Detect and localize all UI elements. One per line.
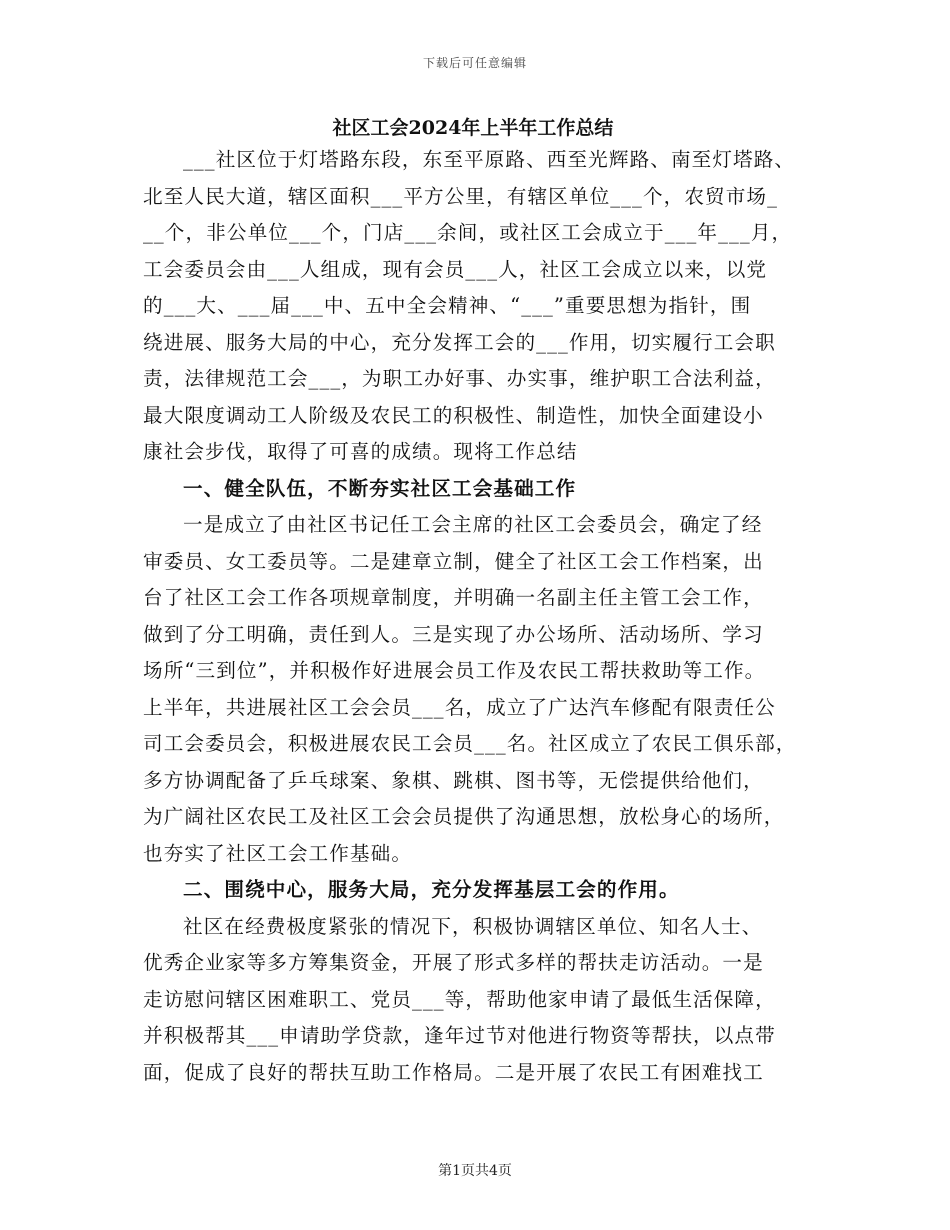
page-header: 下载后可任意编辑 xyxy=(422,56,527,70)
text-line: 走访慰问辖区困难职工、党员___等，帮助他家申请了最低生活保障， xyxy=(143,987,776,1011)
text-line: 多方协调配备了乒乓球案、象棋、跳棋、图书等，无偿提供给他们， xyxy=(143,768,764,792)
text-line: 康社会步伐，取得了可喜的成绩。现将工作总结 xyxy=(143,440,578,463)
text-line: 台了社区工会工作各项规章制度，并明确一名副主任主管工会工作， xyxy=(143,586,764,609)
text-line: ___社区位于灯塔路东段，东至平原路、西至光辉路、南至灯塔路、 xyxy=(183,148,796,171)
document-body xyxy=(143,114,803,1091)
page-footer: 第1页共4页 xyxy=(438,1163,512,1179)
document-title: 社区工会2024年上半年工作总结 xyxy=(332,117,614,139)
text-line: 做到了分工明确，责任到人。三是实现了办公场所、活动场所、学习 xyxy=(143,622,764,646)
text-line: __个，非公单位___个，门店___余间，或社区工会成立于___年___月， xyxy=(143,221,793,244)
text-line: 上半年，共进展社区工会会员___名，成立了广达汽车修配有限责任公 xyxy=(143,695,776,719)
document-lines xyxy=(143,142,803,1091)
text-line: 绕进展、服务大局的中心，充分发挥工会的___作用，切实履行工会职 xyxy=(143,330,776,354)
text-line: 司工会委员会，积极进展农民工会员___名。社区成立了农民工俱乐部， xyxy=(143,732,797,755)
text-line: 的___大、___届___中、五中全会精神、“___”重要思想为指针，围 xyxy=(143,294,752,317)
text-line: 社区在经费极度紧张的情况下，积极协调辖区单位、知名人士、 xyxy=(183,914,763,938)
section-heading: 二、围绕中心，服务大局，充分发挥基层工会的作用。 xyxy=(183,878,680,901)
text-line: 也夯实了社区工会工作基础。 xyxy=(143,841,413,865)
section-heading: 一、健全队伍，不断夯实社区工会基础工作 xyxy=(183,476,577,500)
text-line: 面，促成了良好的帮扶互助工作格局。二是开展了农民工有困难找工 xyxy=(143,1060,764,1084)
text-line: 审委员、女工委员等。二是建章立制，健全了社区工会工作档案，出 xyxy=(143,549,764,573)
text-line: 工会委员会由___人组成，现有会员___人，社区工会成立以来，以党 xyxy=(143,257,768,281)
text-line: 一是成立了由社区书记任工会主席的社区工会委员会，确定了经 xyxy=(183,513,763,536)
text-line: 场所“三到位”，并积极作好进展会员工作及农民工帮扶救助等工作。 xyxy=(143,659,766,682)
text-line: 责，法律规范工会___，为职工办好事、办实事，维护职工合法利益， xyxy=(143,367,776,390)
text-line: 为广阔社区农民工及社区工会会员提供了沟通思想，放松身心的场所， xyxy=(143,805,785,828)
text-line: 优秀企业家等多方筹集资金，开展了形式多样的帮扶走访活动。一是 xyxy=(143,951,764,974)
text-line: 最大限度调动工人阶级及农民工的积极性、制造性，加快全面建设小 xyxy=(143,403,764,427)
text-line: 并积极帮其___申请助学贷款，逢年过节对他进行物资等帮扶，以点带 xyxy=(143,1024,776,1047)
text-line: 北至人民大道，辖区面积___平方公里，有辖区单位___个，农贸市场_ xyxy=(143,184,779,208)
